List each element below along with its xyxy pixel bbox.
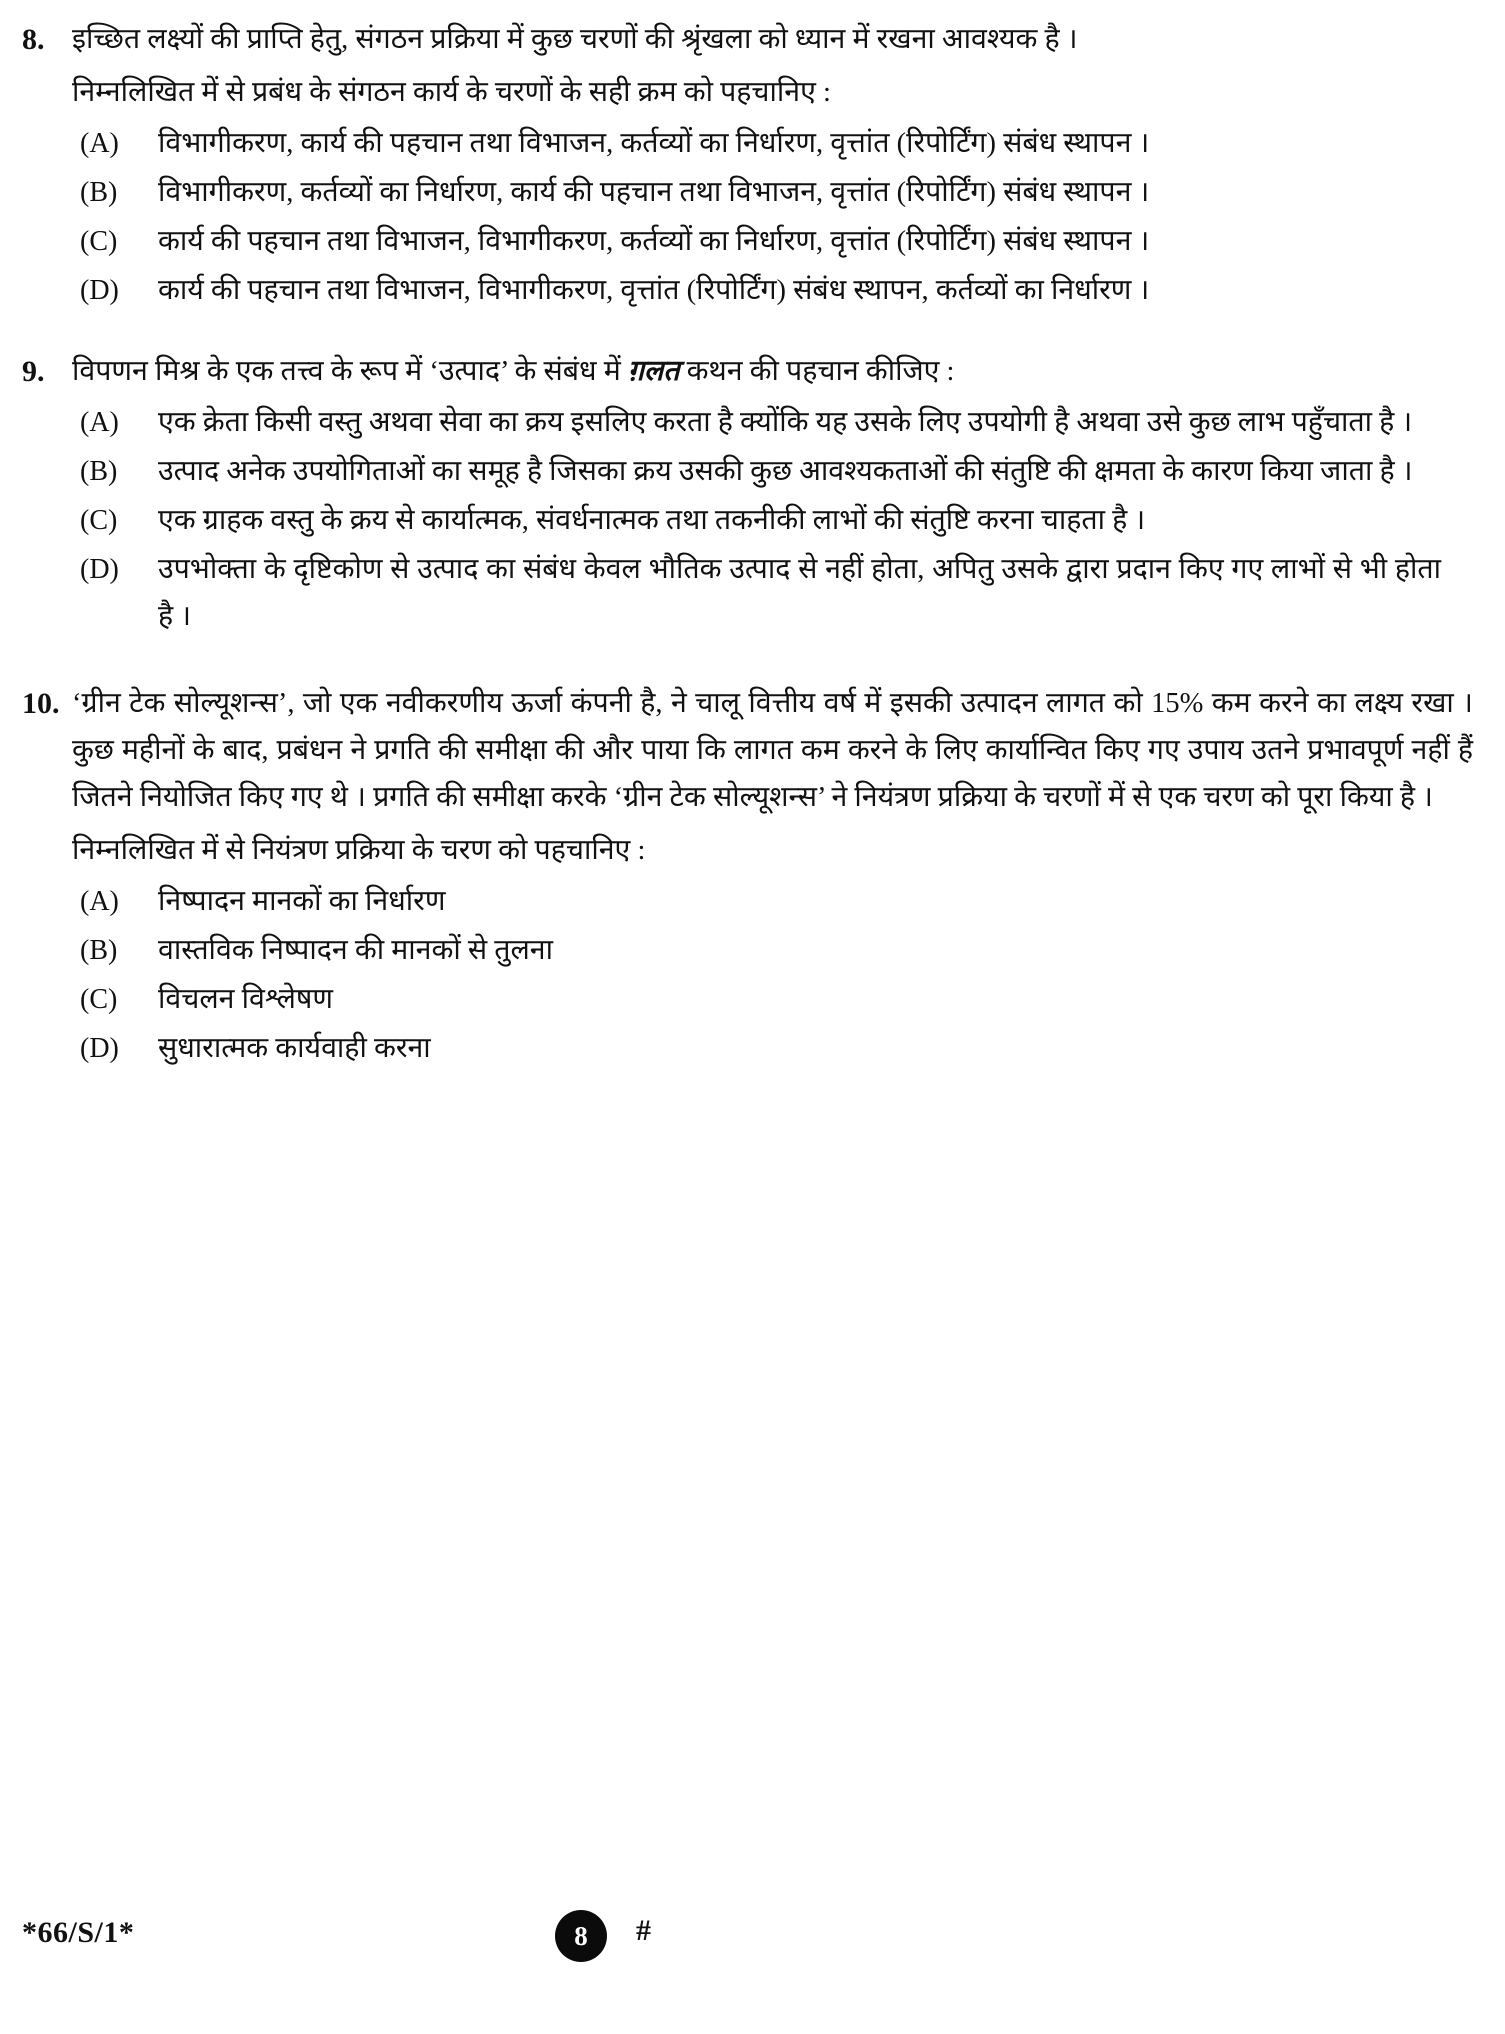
option-row[interactable]	[72, 927, 1473, 974]
option-label-c: (C)	[80, 505, 118, 536]
option-row[interactable]	[72, 546, 1473, 640]
question-9-header-row	[0, 348, 1505, 640]
question-8-body	[72, 16, 1505, 314]
option-text-b: उत्पाद अनेक उपयोगिताओं का समूह है जिसका क्रय उसकी कुछ आवश्यकताओं की संतुष्टि की क्षमता के कारण किया जाता है ।	[158, 456, 1413, 487]
question-9-stem	[72, 348, 1473, 395]
option-label-a: (A)	[80, 128, 119, 159]
question-9-stem-suffix: कथन की पहचान कीजिए :	[679, 356, 955, 387]
option-row[interactable]	[72, 169, 1473, 216]
option-label-d: (D)	[80, 275, 119, 306]
option-row[interactable]	[72, 120, 1473, 167]
question-9-number: 9.	[22, 355, 45, 388]
question-gap-9-10	[0, 640, 1505, 680]
option-text-d: सुधारात्मक कार्यवाही करना	[158, 1033, 431, 1064]
question-8-stem: इच्छित लक्ष्यों की प्राप्ति हेतु, संगठन प्रक्रिया में कुछ चरणों की श्रृंखला को ध्यान में रखना आवश्यक है ।	[72, 24, 1078, 55]
option-label-a: (A)	[80, 886, 119, 917]
option-text-c: एक ग्राहक वस्तु के क्रय से कार्यात्मक, संवर्धनात्मक तथा तकनीकी लाभों की संतुष्टि करना चाहता है ।	[158, 505, 1146, 536]
option-text-b: वास्तविक निष्पादन की मानकों से तुलना	[158, 935, 554, 966]
end-of-page-hash-icon: #	[636, 1914, 651, 1947]
question-8-header-row	[0, 16, 1505, 314]
option-row[interactable]	[72, 267, 1473, 314]
top-spacer	[0, 0, 1505, 16]
question-10	[0, 680, 1505, 1072]
option-text-a: निष्पादन मानकों का निर्धारण	[158, 886, 446, 917]
option-label-b: (B)	[80, 456, 118, 487]
option-row[interactable]	[72, 497, 1473, 544]
question-10-header-row	[0, 680, 1505, 1072]
option-label-d: (D)	[80, 554, 119, 585]
question-10-stem: ‘ग्रीन टेक सोल्यूशन्स’, जो एक नवीकरणीय ऊर्जा कंपनी है, ने चालू वित्तीय वर्ष में इसकी उत्पादन लागत को 15% कम करने का लक्ष्य रखा । कुछ महीनों के बाद, प्रबंधन ने प्रगति की समीक्षा की और पाया कि लागत कम करने के लिए कार्यान्वित किए गए उपाय उतने प्रभावपूर्ण नहीं हैं जितने नियोजित किए गए थे । प्रगति की समीक्षा करके ‘ग्रीन टेक सोल्यूशन्स’ ने नियंत्रण प्रक्रिया के चरणों में से एक चरण को पूरा किया है ।	[72, 688, 1473, 813]
question-10-body	[72, 680, 1505, 1072]
question-8-number: 8.	[22, 23, 45, 56]
question-8-options	[72, 120, 1473, 314]
option-label-c: (C)	[80, 984, 118, 1015]
option-row[interactable]	[72, 878, 1473, 925]
page-number-badge: 8	[555, 1910, 607, 1962]
option-row[interactable]	[72, 448, 1473, 495]
question-10-sub-prompt: निम्नलिखित में से नियंत्रण प्रक्रिया के चरण को पहचानिए :	[72, 835, 646, 866]
option-row[interactable]	[72, 218, 1473, 265]
question-10-number: 10.	[22, 687, 60, 720]
paper-code: *66/S/1*	[22, 1916, 135, 1949]
question-9-stem-emphasis: ग़लत	[627, 356, 680, 387]
option-text-a: एक क्रेता किसी वस्तु अथवा सेवा का क्रय इसलिए करता है क्योंकि यह उसके लिए उपयोगी है अथवा उसे कुछ लाभ पहुँचाता है ।	[158, 407, 1413, 438]
option-label-d: (D)	[80, 1033, 119, 1064]
option-label-c: (C)	[80, 226, 118, 257]
option-text-c: विचलन विश्लेषण	[158, 984, 333, 1015]
question-gap-8-9	[0, 314, 1505, 348]
question-8	[0, 16, 1505, 314]
option-text-b: विभागीकरण, कर्तव्यों का निर्धारण, कार्य की पहचान तथा विभाजन, वृत्तांत (रिपोर्टिंग) संबंध स्थापन ।	[158, 177, 1150, 208]
option-text-c: कार्य की पहचान तथा विभाजन, विभागीकरण, कर्तव्यों का निर्धारण, वृत्तांत (रिपोर्टिंग) संबंध स्थापन ।	[158, 226, 1150, 257]
option-row[interactable]	[72, 1025, 1473, 1072]
option-text-a: विभागीकरण, कार्य की पहचान तथा विभाजन, कर्तव्यों का निर्धारण, वृत्तांत (रिपोर्टिंग) संबंध स्थापन ।	[158, 128, 1150, 159]
question-10-options	[72, 878, 1473, 1072]
page-footer	[0, 1910, 1505, 1970]
question-8-sub-prompt: निम्नलिखित में से प्रबंध के संगठन कार्य के चरणों के सही क्रम को पहचानिए :	[72, 77, 831, 108]
question-9-body	[72, 348, 1505, 640]
option-row[interactable]	[72, 976, 1473, 1023]
option-text-d: कार्य की पहचान तथा विभाजन, विभागीकरण, वृत्तांत (रिपोर्टिंग) संबंध स्थापन, कर्तव्यों का निर्धारण ।	[158, 275, 1150, 306]
question-9-stem-prefix: विपणन मिश्र के एक तत्त्व के रूप में ‘उत्पाद’ के संबंध में	[72, 356, 628, 387]
option-label-b: (B)	[80, 935, 118, 966]
option-label-a: (A)	[80, 407, 119, 438]
option-label-b: (B)	[80, 177, 118, 208]
question-9	[0, 348, 1505, 640]
option-row[interactable]	[72, 399, 1473, 446]
question-9-options	[72, 399, 1473, 640]
option-text-d: उपभोक्ता के दृष्टिकोण से उत्पाद का संबंध केवल भौतिक उत्पाद से नहीं होता, अपितु उसके द्वारा प्रदान किए गए लाभों से भी होता है ।	[158, 554, 1441, 632]
